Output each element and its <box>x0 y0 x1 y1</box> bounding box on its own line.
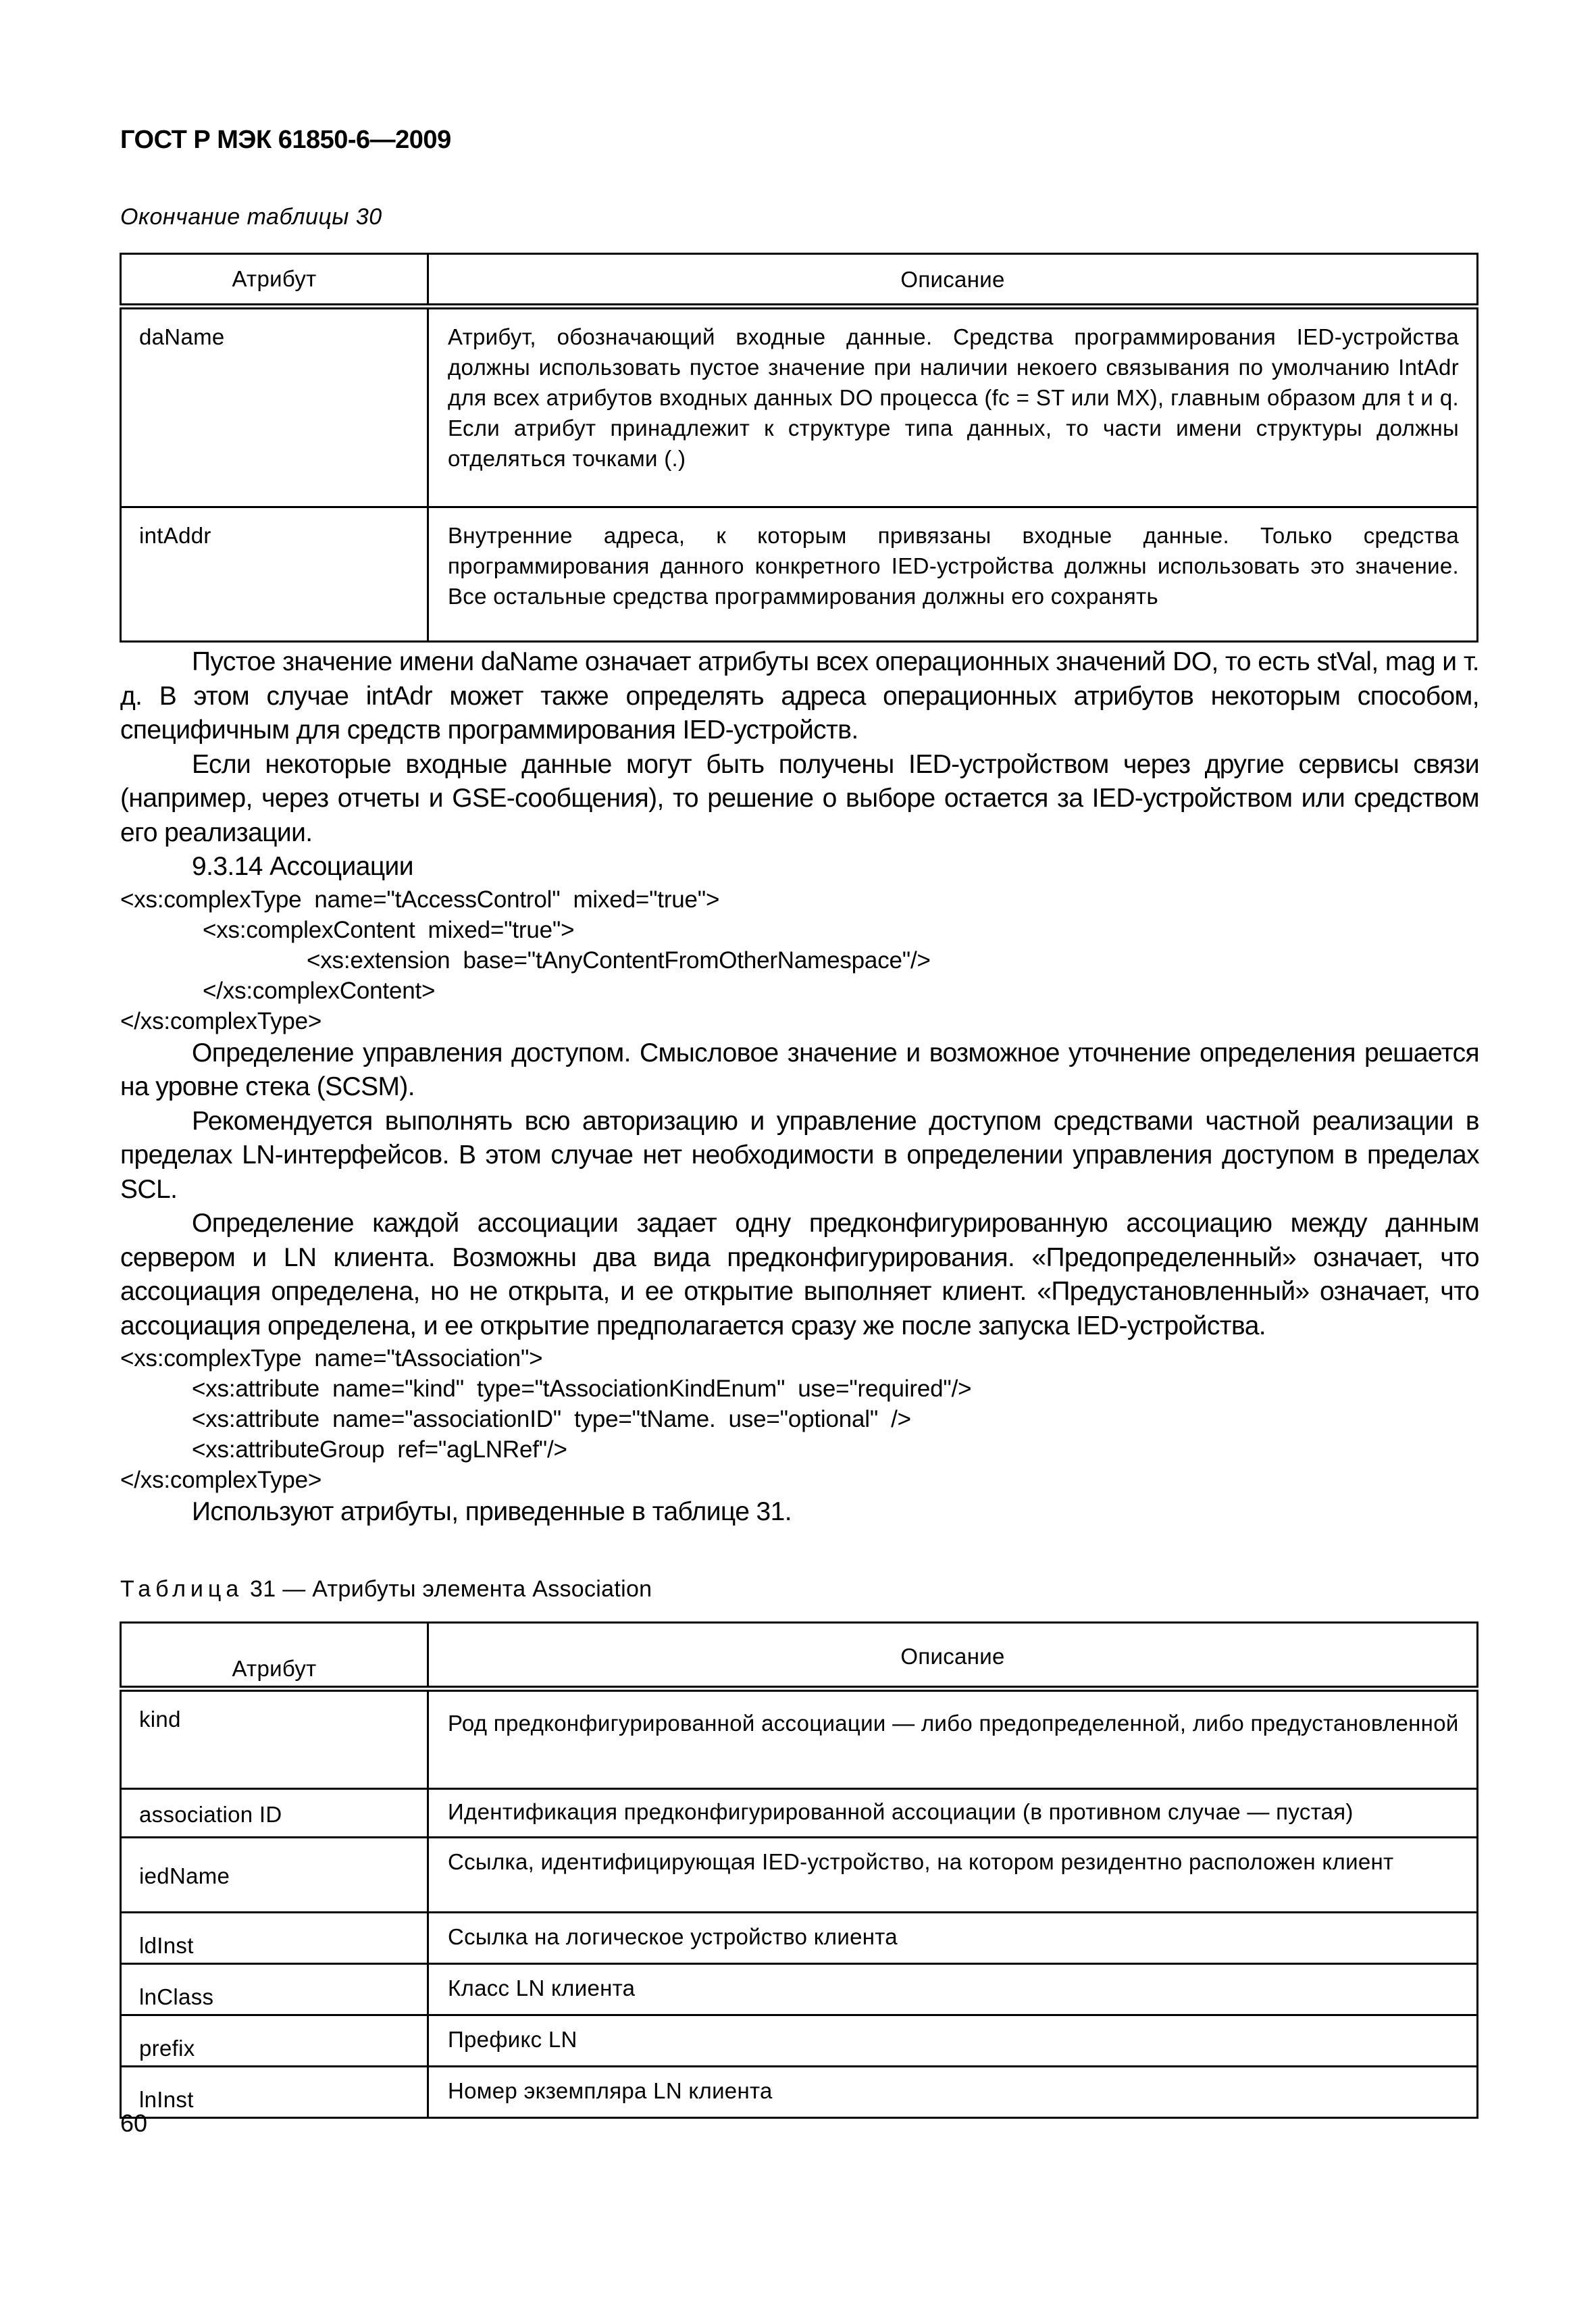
code-line: <xs:attribute name="associationID" type="tName. use="optional" /> <box>192 1406 911 1432</box>
paragraph: Если некоторые входные данные могут быть получены IED-устройством через другие сервисы связи (например, через отчеты и GSE-сообщения), то решение о выборе остается за IED-устройством или средством его реализации. <box>120 749 1479 847</box>
body-text <box>120 645 1479 1530</box>
description-cell: Атрибут, обозначающий входные данные. Средства программирования IED-устройства должны использовать пустое значение при наличии некоего связывания по умолчанию IntAdr для всех атрибутов входных данных DO процесса (fc = ST или MX), главным образом для t и q. Если атрибут принадлежит к структуре типа данных, то части имени структуры должны отделяться точками (.) <box>428 307 1478 507</box>
table-31 <box>120 1621 1478 2119</box>
table-31-caption <box>120 1576 652 1603</box>
code-line: <xs:attributeGroup ref="agLNRef"/> <box>192 1436 567 1463</box>
caption-label: Таблица <box>120 1576 244 1602</box>
table-continuation-caption: Окончание таблицы 30 <box>120 204 382 230</box>
table-row <box>121 1913 1478 1964</box>
attribute-cell: kind <box>121 1689 428 1789</box>
table-header-row <box>121 254 1478 307</box>
attribute-cell: ldInst <box>121 1913 428 1964</box>
column-header-attribute: Атрибут <box>121 1623 428 1689</box>
table-row <box>121 1838 1478 1913</box>
description-cell: Класс LN клиента <box>428 1964 1478 2015</box>
description-cell: Номер экземпляра LN клиента <box>428 2067 1478 2118</box>
description-cell: Префикс LN <box>428 2015 1478 2067</box>
table-row <box>121 2067 1478 2118</box>
table-row <box>121 307 1478 507</box>
document-header: ГОСТ Р МЭК 61850-6—2009 <box>120 126 451 154</box>
table-row <box>121 1789 1478 1838</box>
paragraph: Пустое значение имени daName означает атрибуты всех операционных значений DO, то есть stVal, mag и т. д. В этом случае intAdr может также определять адреса операционных атрибутов некоторым способом, специфичным для средств программирования IED-устройств. <box>120 647 1479 745</box>
table-row <box>121 1964 1478 2015</box>
attribute-cell: lnClass <box>121 1964 428 2015</box>
description-cell: Род предконфигурированной ассоциации — либо предопределенной, либо предустановленной <box>428 1689 1478 1789</box>
description-cell: Ссылка, идентифицирующая IED-устройство, на котором резидентно расположен клиент <box>428 1838 1478 1913</box>
code-line: </xs:complexType> <box>120 1007 322 1034</box>
attribute-cell: lnInst <box>121 2067 428 2118</box>
code-line: <xs:attribute name="kind" type="tAssociationKindEnum" use="required"/> <box>192 1376 972 1402</box>
attribute-cell: prefix <box>121 2015 428 2067</box>
table-row <box>121 2015 1478 2067</box>
section-heading: 9.3.14 Ассоциации <box>192 852 413 881</box>
code-line: <xs:complexType name="tAssociation"> <box>120 1345 543 1372</box>
code-line: <xs:extension base="tAnyContentFromOtherNamespace"/> <box>307 947 931 974</box>
attribute-cell: association ID <box>121 1789 428 1838</box>
table-30 <box>120 253 1478 643</box>
table-header-row <box>121 1623 1478 1689</box>
code-line: <xs:complexType name="tAccessControl" mixed="true"> <box>120 886 720 913</box>
code-line: <xs:complexContent mixed="true"> <box>203 916 575 943</box>
attribute-cell: intAddr <box>121 507 428 642</box>
table-row <box>121 507 1478 642</box>
column-header-description: Описание <box>428 254 1478 307</box>
description-cell: Внутренние адреса, к которым привязаны входные данные. Только средства программирования данного конкретного IED-устройства должны использовать это значение. Все остальные средства программирования должны его сохранять <box>428 507 1478 642</box>
code-line: </xs:complexType> <box>120 1467 322 1493</box>
paragraph: Определение каждой ассоциации задает одну предконфигурированную ассоциацию между данным сервером и LN клиента. Возможны два вида предконфигурирования. «Предопределенный» означает, что ассоциация определена, но не открыта, и ее открытие выполняет клиент. «Предустановленный» означает, что ассоциация определена, и ее открытие предполагается сразу же после запуска IED-устройства. <box>120 1209 1479 1340</box>
paragraph: Определение управления доступом. Смысловое значение и возможное уточнение определения решается на уровне стека (SCSM). <box>120 1038 1479 1101</box>
description-cell: Ссылка на логическое устройство клиента <box>428 1913 1478 1964</box>
attribute-cell: daName <box>121 307 428 507</box>
paragraph: Рекомендуется выполнять всю авторизацию и управление доступом средствами частной реализации в пределах LN-интерфейсов. В этом случае нет необходимости в определении управления доступом в пределах SCL. <box>120 1106 1479 1204</box>
paragraph: Используют атрибуты, приведенные в таблице 31. <box>192 1497 792 1526</box>
attribute-cell: iedName <box>121 1838 428 1913</box>
page-number: 60 <box>120 2109 148 2137</box>
column-header-description: Описание <box>428 1623 1478 1689</box>
description-cell: Идентификация предконфигурированной ассоциации (в противном случае — пустая) <box>428 1789 1478 1838</box>
column-header-attribute: Атрибут <box>121 254 428 307</box>
table-row <box>121 1689 1478 1789</box>
caption-title: 31 — Атрибуты элемента Association <box>243 1576 652 1602</box>
code-line: </xs:complexContent> <box>203 977 436 1004</box>
